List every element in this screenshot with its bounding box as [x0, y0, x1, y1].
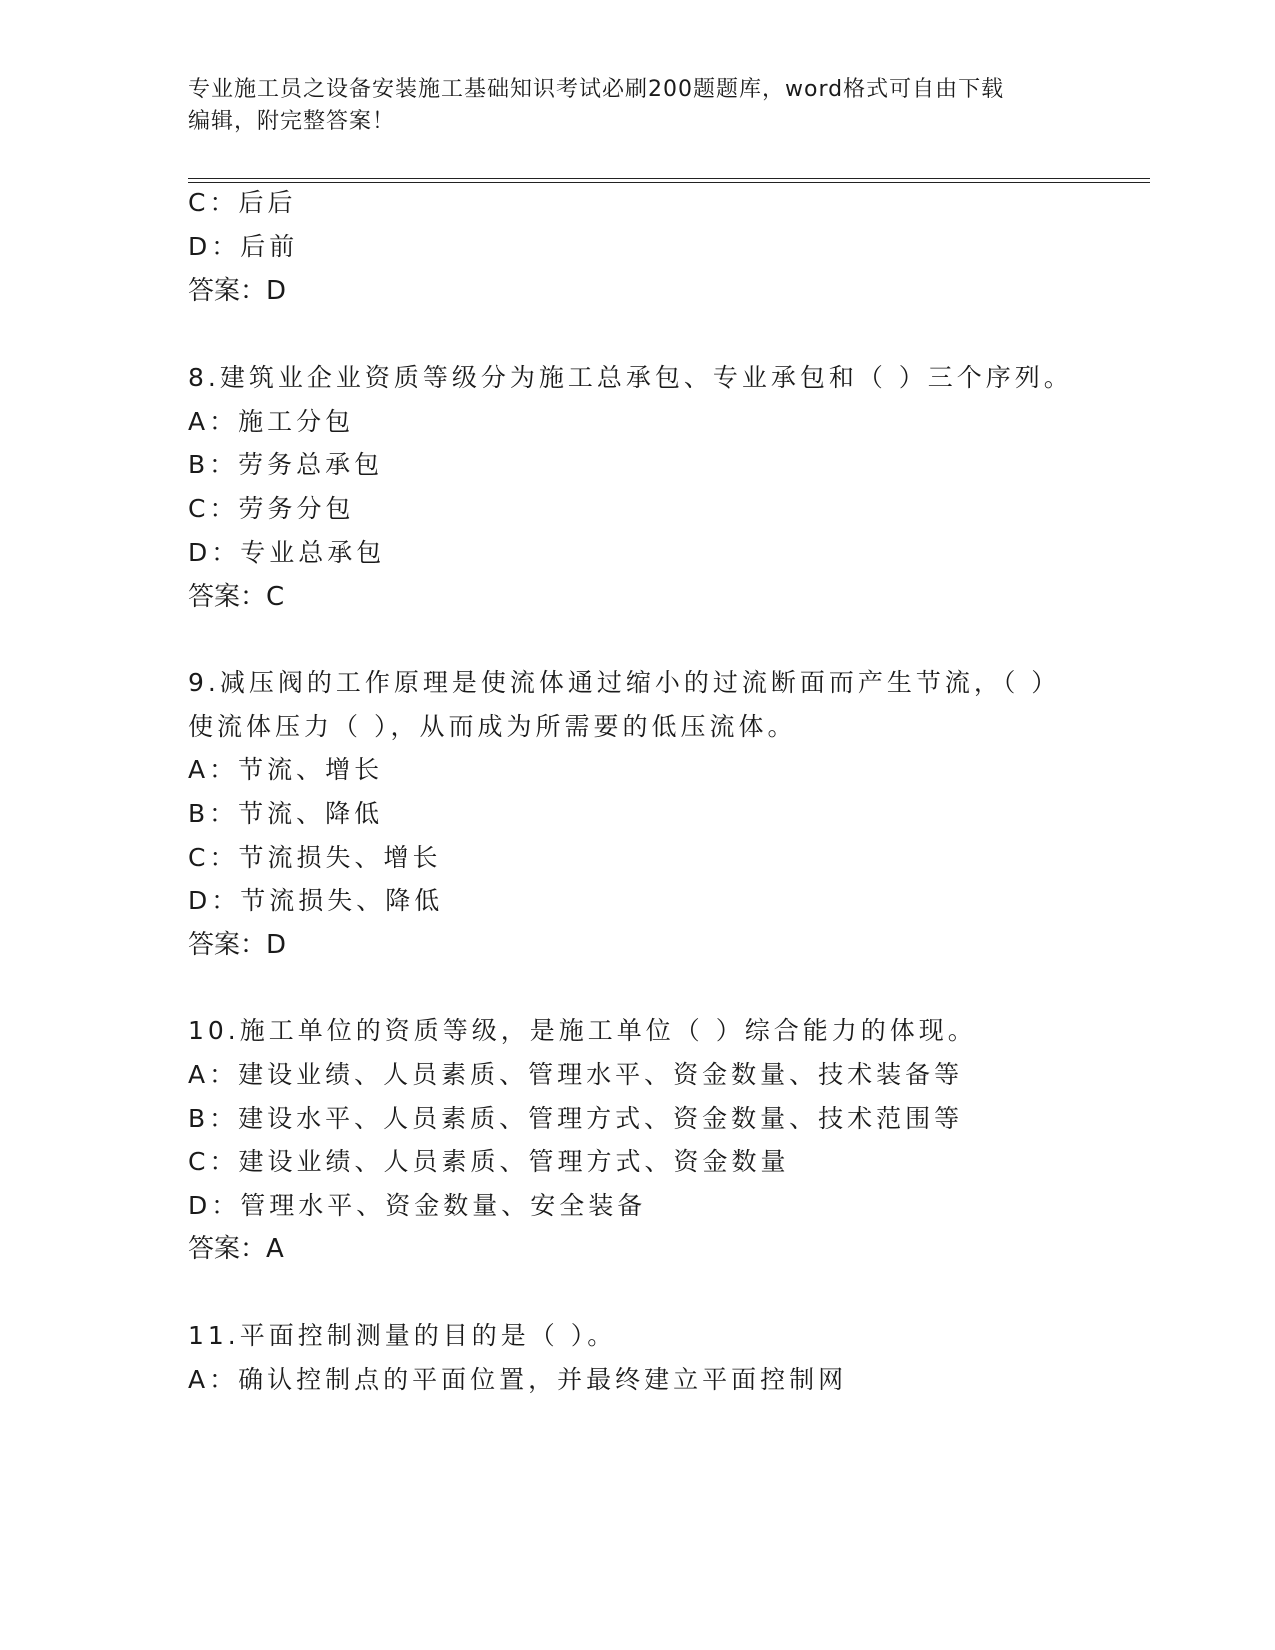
q10-answer: 答案：A: [188, 1234, 284, 1264]
q9-option-b: B：节流、降低: [188, 799, 384, 828]
document-header: [188, 74, 1088, 138]
q7-option-d: D：后前: [188, 232, 299, 261]
q9-stem-line-2: 使流体压力（ ），从而成为所需要的低压流体。: [188, 712, 797, 741]
q10-option-b: B：建设水平、人员素质、管理方式、资金数量、技术范围等: [188, 1104, 964, 1133]
q9-answer: 答案：D: [188, 930, 287, 960]
header-divider-bottom: [188, 182, 1150, 183]
header-divider-top: [188, 178, 1150, 179]
header-line-2: 编辑，附完整答案！: [188, 109, 396, 134]
q8-stem: 8.建筑业企业资质等级分为施工总承包、专业承包和（ ）三个序列。: [188, 363, 1073, 392]
q10-stem: 10.施工单位的资质等级，是施工单位（ ）综合能力的体现。: [188, 1016, 977, 1045]
q10-option-c: C：建设业绩、人员素质、管理方式、资金数量: [188, 1147, 790, 1176]
q10-option-d: D：管理水平、资金数量、安全装备: [188, 1191, 647, 1220]
q9-option-a: A：节流、增长: [188, 755, 384, 784]
q7-answer: 答案：D: [188, 276, 287, 306]
q8-answer: 答案：C: [188, 582, 285, 612]
q8-option-c: C：劳务分包: [188, 494, 355, 523]
q9-stem-line-1: 9.减压阀的工作原理是使流体通过缩小的过流断面而产生节流，（ ）: [188, 668, 1061, 697]
q10-option-a: A：建设业绩、人员素质、管理水平、资金数量、技术装备等: [188, 1060, 964, 1089]
q8-option-d: D：专业总承包: [188, 538, 386, 567]
q8-option-b: B：劳务总承包: [188, 450, 384, 479]
q9-option-c: C：节流损失、增长: [188, 843, 442, 872]
header-line-1: 专业施工员之设备安装施工基础知识考试必刷200题题库，word格式可自由下载: [188, 77, 1005, 102]
q11-stem: 11.平面控制测量的目的是（ ）。: [188, 1321, 617, 1350]
q9-option-d: D：节流损失、降低: [188, 886, 444, 915]
q7-option-c: C：后后: [188, 188, 297, 217]
q11-option-a: A：确认控制点的平面位置，并最终建立平面控制网: [188, 1365, 848, 1394]
q8-option-a: A：施工分包: [188, 407, 355, 436]
